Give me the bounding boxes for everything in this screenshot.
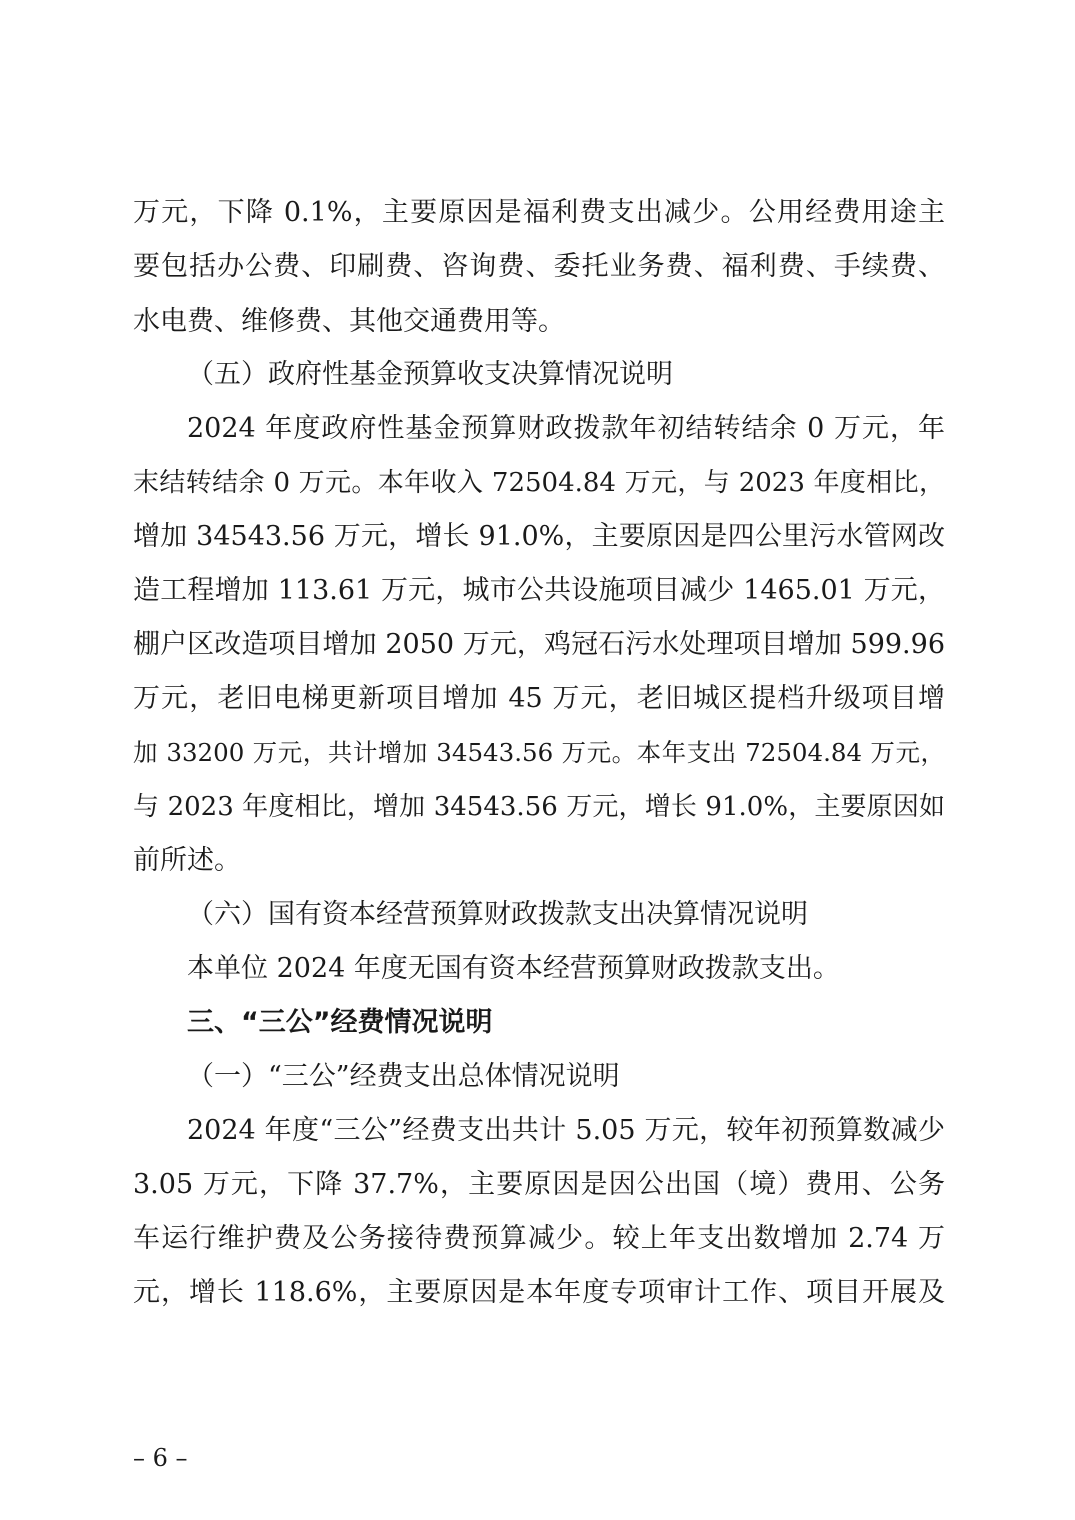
body-text-line: 车运行维护费及公务接待费预算减少。较上年支出数增加 2.74 万 [133,1223,945,1254]
body-text-line: 3.05 万元，下降 37.7%，主要原因是因公出国（境）费用、公务 [133,1169,945,1200]
body-text-line: 2024 年度“三公”经费支出共计 5.05 万元，较年初预算数减少 [187,1115,945,1146]
body-text-line: 本单位 2024 年度无国有资本经营预算财政拨款支出。 [187,953,840,984]
page-number: – 6 – [133,1444,188,1472]
body-text-line: 棚户区改造项目增加 2050 万元，鸡冠石污水处理项目增加 599.96 [133,629,945,660]
body-text-line: 造工程增加 113.61 万元，城市公共设施项目减少 1465.01 万元， [133,575,945,606]
section-heading-six: （六）国有资本经营预算财政拨款支出决算情况说明 [187,899,808,930]
body-text-line: 加 33200 万元，共计增加 34543.56 万元。本年支出 72504.84 万元， [133,738,945,767]
section-heading-three-public: 三、“三公”经费情况说明 [187,1007,493,1038]
body-text-line: 万元，老旧电梯更新项目增加 45 万元，老旧城区提档升级项目增 [133,683,945,714]
body-text-line: 末结转结余 0 万元。本年收入 72504.84 万元，与 2023 年度相比， [133,468,945,498]
body-text-line: 万元，下降 0.1%，主要原因是福利费支出减少。公用经费用途主 [133,197,945,228]
body-text-line: 前所述。 [133,845,241,876]
body-text-line: 水电费、维修费、其他交通费用等。 [133,306,565,337]
section-heading-five: （五）政府性基金预算收支决算情况说明 [187,359,673,390]
body-text-line: 要包括办公费、印刷费、咨询费、委托业务费、福利费、手续费、 [133,251,945,282]
body-text-line: 与 2023 年度相比，增加 34543.56 万元，增长 91.0%，主要原因如 [133,792,945,822]
body-text-line: 增加 34543.56 万元，增长 91.0%，主要原因是四公里污水管网改 [133,521,945,552]
body-text-line: 2024 年度政府性基金预算财政拨款年初结转结余 0 万元，年 [187,413,945,444]
subsection-heading-one: （一）“三公”经费支出总体情况说明 [187,1061,620,1092]
body-text-line: 元，增长 118.6%，主要原因是本年度专项审计工作、项目开展及 [133,1277,945,1308]
